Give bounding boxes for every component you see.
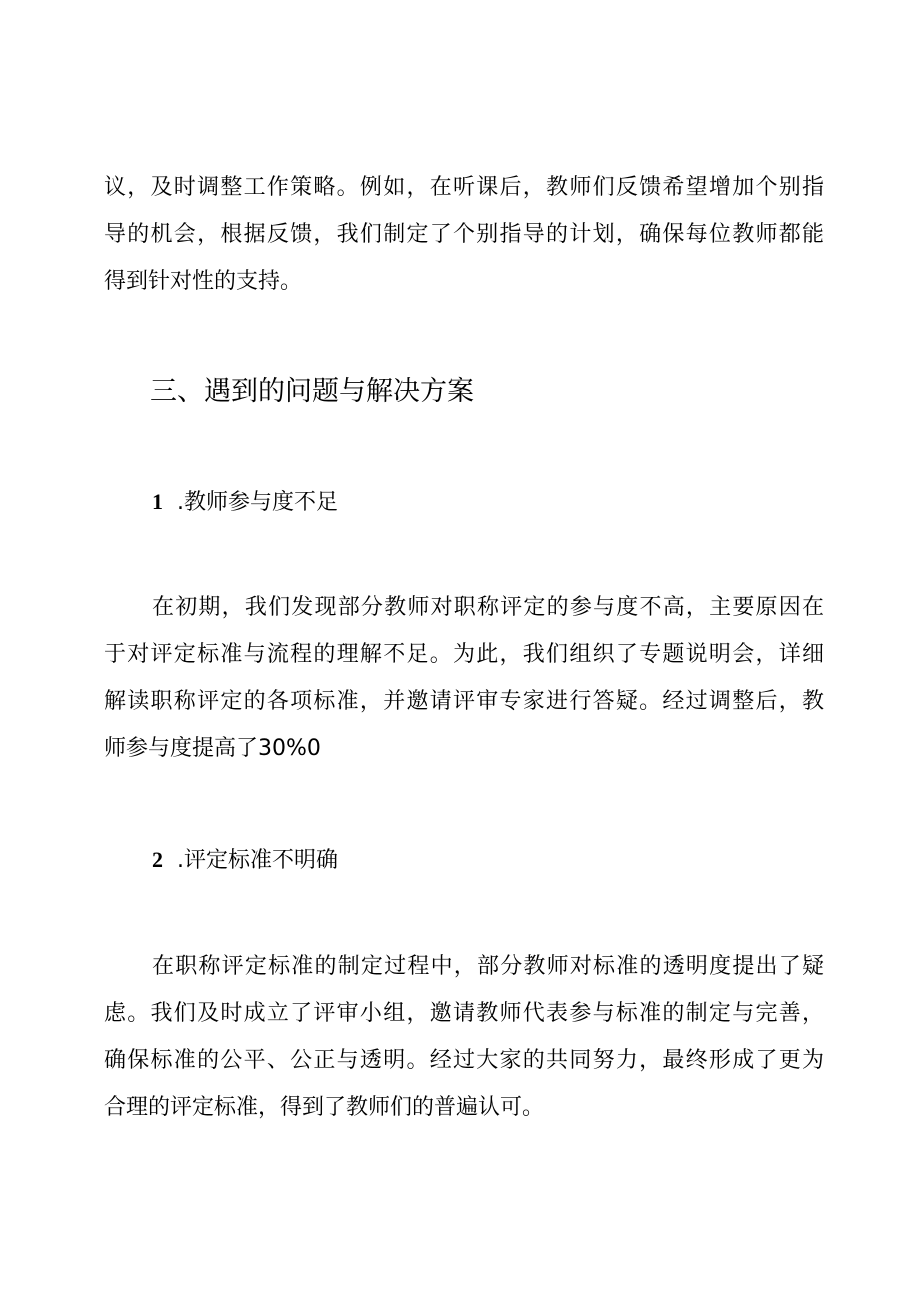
paragraph-line: 确保标准的公平、公正与透明。经过大家的共同努力，最终形成了更为 (104, 1048, 824, 1073)
subheading-title: .评定标准不明确 (177, 848, 338, 873)
paragraph-line: 在职称评定标准的制定过程中，部分教师对标准的透明度提出了疑 (152, 954, 824, 979)
paragraph-line: 在初期，我们发现部分教师对职称评定的参与度不高，主要原因在 (152, 595, 824, 620)
participation-paragraph (104, 584, 824, 772)
paragraph-line: 导的机会，根据反馈，我们制定了个别指导的计划，确保每位教师都能 (104, 222, 824, 247)
standards-paragraph (104, 943, 824, 1131)
paragraph-line: 解读职称评定的各项标准，并邀请评审专家进行答疑。经过调整后，教 (104, 689, 824, 714)
subheading-title: .教师参与度不足 (177, 490, 338, 515)
paragraph-line: 得到针对性的支持。 (104, 269, 303, 294)
paragraph-line: 于对评定标准与流程的理解不足。为此，我们组织了专题说明会，详细 (104, 642, 824, 667)
subheading-standards (152, 842, 338, 879)
subheading-number: 1 (152, 489, 163, 514)
paragraph-line: 虑。我们及时成立了评审小组，邀请教师代表参与标准的制定与完善， (104, 1001, 824, 1026)
paragraph-line: 合理的评定标准，得到了教师们的普遍认可。 (104, 1095, 545, 1120)
paragraph-line: 师参与度提高了30%0 (104, 736, 321, 761)
section-heading: 三、遇到的问题与解决方案 (150, 376, 474, 407)
subheading-number: 2 (152, 847, 163, 872)
subheading-participation (152, 484, 338, 521)
paragraph-line: 议，及时调整工作策略。例如，在听课后，教师们反馈希望增加个别指 (104, 175, 824, 200)
intro-paragraph (104, 164, 824, 305)
